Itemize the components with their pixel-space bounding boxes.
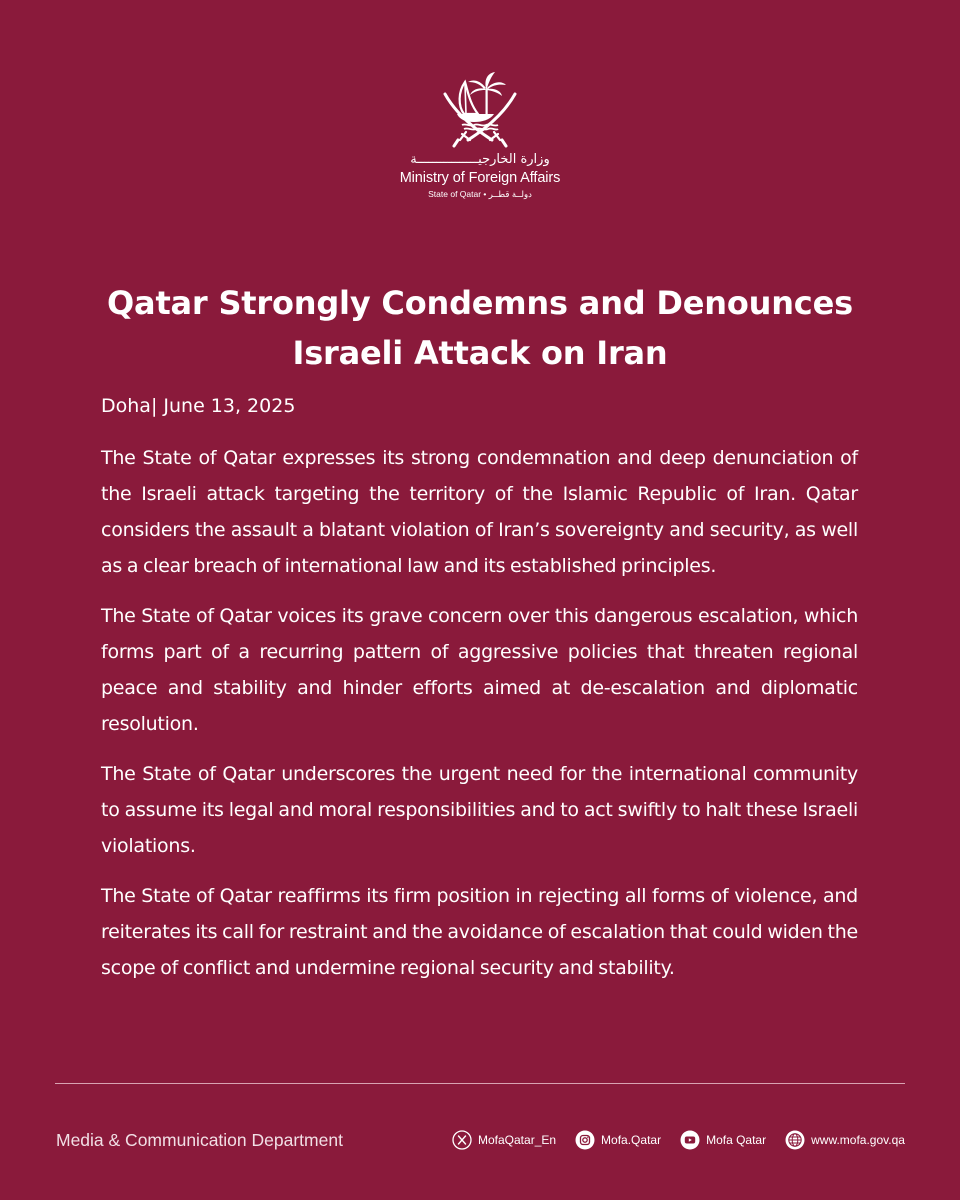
social-link-youtube[interactable] <box>680 1130 766 1150</box>
ministry-name-english: Ministry of Foreign Affairs <box>399 170 561 186</box>
instagram-icon <box>575 1130 595 1150</box>
department-name: Media & Communication Department <box>56 1130 343 1150</box>
social-label-x: MofaQatar_En <box>478 1133 557 1147</box>
ministry-logo <box>380 70 580 220</box>
paragraph-2: The State of Qatar voices its grave concern over this dangerous escalation, which forms part of a recurring pattern of aggressive policies that threaten regional peace and stability and hinder efforts aimed at de-escalation and diplomatic resolution. <box>101 605 858 735</box>
social-link-x[interactable] <box>452 1130 556 1150</box>
statement-title <box>80 278 880 378</box>
ministry-name-arabic: وزارة الخارجيــــــــــــــــة <box>410 152 550 167</box>
social-links <box>452 1128 905 1152</box>
dateline: Doha| June 13, 2025 <box>101 395 296 417</box>
x-icon <box>452 1130 472 1150</box>
qatar-emblem-icon <box>440 70 520 148</box>
social-link-instagram[interactable] <box>575 1130 661 1150</box>
globe-icon <box>785 1130 805 1150</box>
footer-divider <box>55 1083 905 1084</box>
social-link-website[interactable] <box>785 1130 905 1150</box>
paragraph-3: The State of Qatar underscores the urgent need for the international community to assume its legal and moral responsibilities and to act swiftly to halt these Israeli violations. <box>101 763 858 857</box>
title-line-2: Israeli Attack on Iran <box>292 334 668 372</box>
youtube-icon <box>680 1130 700 1150</box>
state-of-qatar-line: State of Qatar • دولــة قطــر <box>428 189 532 199</box>
statement-body <box>101 440 858 1000</box>
paragraph-4: The State of Qatar reaffirms its firm position in rejecting all forms of violence, and reiterates its call for restraint and the avoidance of escalation that could widen the scope of conflict and undermine regional security and stability. <box>101 885 858 979</box>
social-label-website: www.mofa.gov.qa <box>811 1133 905 1147</box>
title-line-1: Qatar Strongly Condemns and Denounces <box>107 284 853 322</box>
social-label-youtube: Mofa Qatar <box>706 1133 767 1147</box>
social-label-instagram: Mofa.Qatar <box>601 1133 662 1147</box>
paragraph-1: The State of Qatar expresses its strong condemnation and deep denunciation of the Israeli attack targeting the territory of the Islamic Republic of Iran. Qatar considers the assault a blatant violation of Iran’s sovereignty and security, as well as a clear breach of international law and its established principles. <box>101 447 858 577</box>
